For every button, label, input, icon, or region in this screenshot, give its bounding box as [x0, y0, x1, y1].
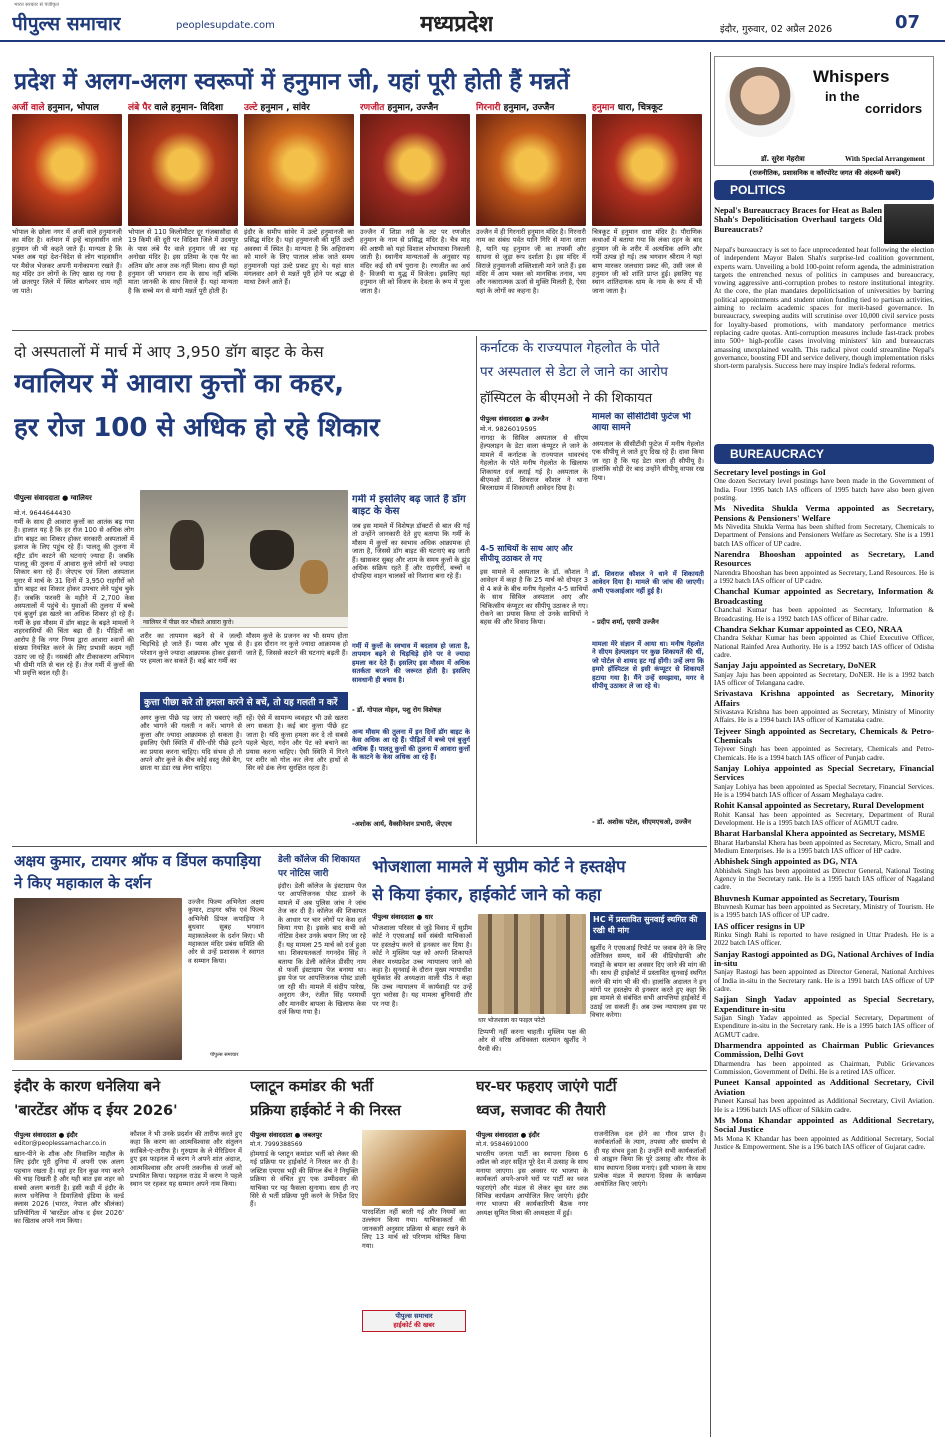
whispers-title-3: corridors — [865, 101, 923, 116]
karnataka-col-1: नागदा के सिविल अस्पताल से सीएम हेल्पलाइन के डेटा वाला कंप्यूटर ले जाने के मामले में कर्नाटक के राज्यपाल थावरचंद गेहलोत के पोते मनीष गेहलोत के खिलाफ शिकायत दर्ज कराई गई है। अस्पताल के बीएमओ डॉ. शिवराज कौशल ने थाना बिरलाग्राम में शिकायती आवेदन दिया है। — [480, 434, 588, 493]
special-arrangement: With Special Arrangement — [845, 155, 925, 163]
gavel-photo — [362, 1130, 466, 1206]
sp-quote: डॉ. शिवराज कौशल ने थाने में शिकायती आवेदन दिया है। मामले की जांच की जाएगी। अभी एफआईआर नहीं हुई है। — [592, 570, 704, 595]
dog-bite-col-1: गर्मी के साथ ही आवारा कुत्तों का आतंक बढ़ गया है। हालात यह है कि हर रोज 100 से अधिक लोग डॉग बाइट का शिकार होकर सरकारी अस्पतालों में इलाज के लिए पहुंच रहे हैं। पालतू की तुलना में स्ट्रीट डॉग काटने की घटनाएं ज्यादा हैं। जबकि पालतू की तुलना में आवारा कुत्ते लोगों को ज्यादा शिकार बना रहे हैं। जेएएच एवं जिला अस्पताल मुरार में मार्च के 31 दिनों में 3,950 राहगीरों को डॉग बाइट का शिकार होकर उपचार लेने पहुंच चुके हैं। जबकि फरवरी के महीने में 2,700 केस अस्पतालों में पहुंचे थे। युवाओं की तुलना में बच्चे एवं बुजुर्ग इस खतरे का अधिक शिकार हो रहे हैं। गर्मी के इस मौसम में डॉग बाइट के बढ़ते मामलों ने शहरवासियों की चिंता बढ़ा दी है। पीड़ितों का आरोप है कि नगर निगम द्वारा आवारा श्वानों की संख्या नियंत्रित करने के लिए प्रभावी कदम नहीं उठाए जा रहे हैं। नसबंदी और टीकाकरण अभियान भी धीमी गति से चल रहे हैं। तेज गर्मी में कुत्तों की भी प्रवृत्ति बदल रही है। — [14, 518, 134, 678]
temple-photo — [12, 114, 122, 226]
bhojshala-photo-caption: धार भोजशाला का फाइल फोटो — [478, 1017, 545, 1024]
cctv-box-head: मामले का सीसीटीवी फुटेज भी आया सामने — [592, 412, 691, 433]
bureaucracy-item-head: Rohit Kansal appointed as Secretary, Rural Development — [714, 800, 925, 811]
bureaucracy-item-text: One dozen Secretary level postings have been made in the Government of India. Four 1995 batch IAS officers of 1995 batch have also been given posting. — [714, 477, 934, 502]
karnataka-col-subhead: 4-5 साथियों के साथ आए और सीपीयू उठाकर ले गए — [480, 544, 573, 563]
paper-logo: पीपुल्स समाचार — [12, 13, 121, 35]
bureaucracy-item — [714, 587, 934, 622]
politics-headline: Nepal's Bureaucracy Braces for Heat as Balen Shah's Depoliticisation Overhaul targets Old Bureaucrats? — [714, 206, 882, 234]
daly-text: इंदौर। डेली कॉलेज के इंस्टाग्राम पेज पर आपत्तिजनक पोस्ट डालने के मामले में अब पुलिस जांच ने जांच तेज कर दी है। कॉलेज की शिकायत के आधार पर चार लोगों पर केस दर्ज किया गया है। इसके बाद सभी को नोटिस देकर उनके बयान लिए जा रहे हैं। यह मामला 25 मार्च को दर्ज हुआ था। शिकायतकर्ता गगनदेव सिंह ने बताया कि डेली कॉलेज डीसीए नाम से फर्जी इंस्टाग्राम पेज बनाया था। इस पेज पर आपत्तिजनक पोस्ट डाली जा रही थी। मामले में संदीप पारेख, अनुराग जैन, रंजीत सिंह परमार्थी और मानवीर बापला के खिलाफ केस दर्ज किया गया है। — [278, 882, 366, 1017]
temple-text: भोपाल के छोला नगर में अर्जी वाले हनुमानजी का मंदिर है। वर्तमान में इन्हें चाहवासीन वाले हनुमान जी भी कहते जाते हैं। मान्यता है कि भक्त अब यहां देश-विदेश से लोग चाहवासीन पर मैसेज भेजकर अपनी मनोकामना रखते हैं। यह मंदिर उन लोगों के लिए खास रह गया है जो छतरपुर जिले में स्थित बागेश्वर धाम नहीं जा पाते। — [12, 228, 122, 295]
bhojshala-text: भोजशाला परिसर से जुड़े विवाद में सुप्रीम कोर्ट ने एएसआई सर्वे संबंधी याचिकाओं पर हस्तक्षेप करने से इनकार कर दिया है। कोर्ट ने मुस्लिम पक्ष को अपनी शिकायतें लेकर मध्यप्रदेश उच्च न्यायालय जाने को कहा है। सुनवाई के दौरान मुख्य न्यायाधीश सूर्यकांत की अध्यक्षता वाली पीठ ने कहा कि उच्च न्यायालय में कार्यवाही पर उन्हें पूरा भरोसा है। यह मामला बुनियादी तौर पर नया है। — [372, 924, 472, 1008]
whispers-tagline: (राजनीतिक, प्रशासनिक व कॉरपोरेट जगत की अंदरूनी खबरें) — [749, 169, 901, 177]
bureaucracy-item-text: Ms Mona K Khandar has been appointed as Additional Secretary, Social Justice & Empowerment. She is a 196 batch IAS officer of Gujarat cadre. — [714, 1134, 934, 1151]
bureaucracy-item — [714, 468, 934, 502]
bureaucracy-item-text: Chanchal Kumar has been appointed as Secretary, Information & Broadcasting. He is a 1992 batch IAS officer of Bihar cadre. — [714, 606, 934, 623]
temple-label-highlight: रणजीत — [360, 103, 385, 113]
dog-bite-kicker: दो अस्पतालों में मार्च में आए 3,950 डॉग बाइट के केस — [14, 343, 324, 361]
bureaucracy-item-head: Ms Mona Khandar appointed as Additional Secretary, Social Justice — [714, 1114, 934, 1135]
highcourt-badge — [362, 1310, 466, 1332]
politics-text: Nepal's bureaucracy is set to face unprecedented heat following the election of independent Mayor Balen Shah's surprise-led coalition government, experts warn. Unveiling a bold 100-point reform agenda, the administration targets the entrenched nexus of politics in campuses and bureaucracy, vowing aggressive anti-corruption probes to restore institutional integrity. At the core, the plan mandates depoliticisation of universities by barring political appointments and student union funding tied to partisan activities, aiming to reclaim academic spaces for merit-based governance. In bureaucracy, sweeping audits will scrutinise over 10,000 civil service posts for loyalty-based promotions, with mandatory performance metrics replacing cadre quotas. Anti-corruption measures include fast-track probes into 500+ high-profile cases involving ministers' kin and bureaucrats amassing unexplained wealth. This radical pivot could streamline Nepal's governance, boosting FDI and service delivery, though implementation risks short-term paralysis. Success here may inspire India's federal reforms. — [714, 246, 934, 371]
hanuman-story-headline: प्रदेश में अलग-अलग स्वरूपों में हनुमान जी, यहां पूरी होती हैं मन्नतें — [14, 69, 570, 95]
dog-bite-mobile: मो.नं. 9644644430 — [14, 509, 71, 517]
temple-label — [592, 100, 704, 113]
dog-bite-side-head: गर्मी में इसलिए बढ़ जाते हैं डॉग बाइट के केस — [352, 494, 466, 517]
bureaucracy-item-head: Sajjan Singh Yadav appointed as Special Secretary, Expenditure in-situ — [714, 994, 934, 1014]
bureaucracy-item-head: Bhuvnesh Kumar appointed as Secretary, Tourism — [714, 892, 900, 903]
bureaucracy-item — [714, 764, 934, 799]
bureaucracy-item — [714, 1116, 934, 1151]
bureaucracy-item — [714, 550, 934, 585]
temple-photo — [476, 114, 586, 226]
bureaucracy-item-text: Dharmendra has been appointed as Chairman, Public Grievances Commission, Government of Delhi. He is a retired IAS officer. — [714, 1059, 934, 1077]
bureaucracy-item — [714, 661, 934, 687]
dateline: इंदौर, गुरुवार, 02 अप्रैल 2026 — [720, 24, 833, 35]
daly-headline-1: डेली कॉलेज की शिकायत — [278, 855, 360, 865]
temple-label-rest: हनुमान, उज्जैन — [503, 103, 555, 113]
bhojshala-photo — [478, 914, 586, 1014]
bureaucracy-item-text: Srivastava Krishna has been appointed as Secretary, Ministry of Minority Affairs. He is a 1994 batch IAS officer of Karnataka cadre. — [714, 707, 934, 725]
whispers-header — [714, 56, 934, 166]
daly-headline-2: पर नोटिस जारी — [278, 869, 329, 879]
bureaucracy-item-text: Puneet Kansal has been appointed as Additional Secretary, Civil Aviation. He is a 1996 batch IAS officer of Sikkim cadre. — [714, 1097, 934, 1114]
platoon-mobile: मो.नं. 7999388569 — [250, 1141, 303, 1148]
bureaucracy-item-head: IAS officer resigns in UP — [714, 920, 805, 931]
temple-photo — [244, 114, 354, 226]
bureaucracy-item — [714, 1078, 934, 1113]
bureaucracy-item — [714, 894, 934, 920]
temple-text: उज्जैन में ही गिरनारी हनुमान मंदिर है। गिरनारी नाम का संबंध पर्वत यानि गिरि से माना जाता है, यानि यह हनुमान जी का तपस्वी और साधना से जुड़ा रूप दर्शाता है। इस मंदिर में विराजे हनुमानजी शक्तिशाली माने जाते हैं। इस मंदिर में आम भक्त को मानसिक तनाव, भय और नकारात्मक ऊर्जा से मुक्ति मिलती है, ऐसा यहां के लोगों का कहना है। — [476, 228, 586, 295]
dog-bite-side-text: जब इस मामले में विशेषज्ञ डॉक्टरों से बात की गई तो उन्होंने जानकारी देते हुए बताया कि गर्मी के मौसम में कुत्तों का स्वभाव अधिक आक्रामक हो जाता है, जिससे डॉग बाइट की घटनाएं बढ़ जाती हैं। खासकर सुबह और शाम के समय कुत्तों के झुंड अधिक सक्रिय रहते हैं और राहगीरों, बच्चों व दोपहिया वाहन चालकों को निशाना बना रहे हैं। — [352, 522, 470, 581]
website[interactable]: peoplesupdate.com — [176, 20, 275, 31]
temple-label-highlight: हनुमान — [592, 103, 615, 113]
mahakal-text: उज्जैन फिल्म अभिनेता अक्षय कुमार, टाइगर श्रॉफ एवं फिल्म अभिनेत्री डिंपल कपाड़िया ने बुधवार सुबह भगवान महाकालेश्वर के दर्शन किए। भी महाकाल मंदिर प्रबंध समिति की ओर से उन्हें प्रशासक ने स्वागत व सम्मान किया। — [188, 898, 264, 965]
karnataka-headline-1: कर्नाटक के राज्यपाल गेहलोत के पोते — [480, 340, 660, 356]
temple-text: इंदौर के समीप सांवेर में उल्टे हनुमानजी का प्रसिद्ध मंदिर है। यहां हनुमानजी की मूर्ति उल्टी अवस्था में स्थित है। मान्यता है कि अहिरावण को मारने के लिए पाताल लोक जाते समय हनुमानजी यहां उल्टे प्रकट हुए थे। यहां सात मंगलवार आने से मन्नतें पूरी होने पर श्रद्धा से माथा टेकने आते हैं। — [244, 228, 354, 287]
bureaucracy-item — [714, 801, 934, 827]
bartender-col-2: कौशल ने भी उनके प्रदर्शन की तारीफ करते हुए कहा कि करण का आत्मविश्वास और संतुलन काबिले-ए-तारीफ है। गुरुग्राम के ले मेरिडियन में हुए इस फाइनल में करण ने अपने शांत अंदाज, आत्मविश्वास और अपनी तकनीक से जजों को प्रभावित किया। फाइनल राउंड में करण ने पहले स्थान पर रहकर यह सम्मान अपने नाम किया। — [130, 1130, 242, 1189]
bureaucracy-item — [714, 504, 934, 548]
platoon-caption: पारदर्शिता नहीं बरती गई और नियमों का उल्लंघन किया गया। याचिकाकर्ता की जानकारी अनुसार प्रक्रिया से बाहर रखने के लिए 13 मार्च को परिणाम घोषित किया गया। — [362, 1208, 466, 1250]
stray-dogs-photo — [140, 490, 348, 628]
bureaucracy-item-head: Chandra Sekhar Kumar appointed as CEO, NRAA — [714, 623, 903, 634]
dog-bite-col-2: शरीर का तापमान बढ़ने से वे जल्दी चिड़चिड़े हो जाते हैं। प्यास और भूख से परेशान कुत्ते ज्यादा आक्रामक होकर इंसानों पर हमला कर सकते हैं। कई बार गर्मी का — [140, 632, 242, 666]
karnataka-mobile: मो.नं. 9826019595 — [480, 425, 537, 433]
bureaucracy-item-text: Sanjay Lohiya has been appointed as Special Secretary, Financial Services. He is a 1994 batch IAS officer of Assam Meghalaya cadre. — [714, 782, 934, 800]
badge-line-2: हाईकोर्ट की खबर — [393, 1321, 435, 1329]
whispers-title-2: in the — [825, 89, 860, 104]
mahakal-photo — [14, 898, 182, 1060]
bureaucracy-item — [714, 995, 934, 1039]
bureaucracy-item-text: Bhuvnesh Kumar has been appointed as Secretary, Ministry of Tourism. He is a 1995 batch IAS officer of UP cadre. — [714, 903, 934, 920]
bureaucracy-item-text: Ms Nivedita Shukla Verma has been shifted from Secretary, Chemicals to Department of Pensions and Pensioners Welfare as Secretary. She is a 1991 batch IAS officer of UP cadre. — [714, 523, 934, 548]
politics-label: POLITICS — [714, 180, 934, 200]
bureaucracy-item — [714, 689, 934, 724]
bjp-mobile: मो.नं. 9584691000 — [476, 1141, 529, 1148]
temple-label-rest: हनुमान, उज्जैन — [387, 103, 439, 113]
karnataka-headline-2: पर अस्पताल से डेटा ले जाने का आरोप — [480, 364, 668, 380]
logo-top: भारत सरकार से पंजीकृत — [14, 2, 59, 8]
temple-label-rest: धारा, चित्रकूट — [617, 103, 663, 113]
bureaucracy-item — [714, 727, 934, 762]
bartender-col-1: खान-पीने के शौक और निवालिन माहौल के लिए इंदौर पूरी दुनिया में अपनी एक अलग पहचान रखता है। यहां हर दिन कुछ नया करने की चाह दिखती है और यही बात इस शहर को सबसे अलग बनाती है। इसी कड़ी में इंदौर के करण धनेलिया ने डियाजियो इंडिया के वर्ल्ड क्लास 2026 (भारत, नेपाल और श्रीलंका) प्रतियोगिता में 'बारटेंडर ऑफ द ईयर 2026' का खिताब अपने नाम किया। — [14, 1150, 124, 1226]
bureaucracy-item-head: Bharat Harbanslal Khera appointed as Secretary, MSME — [714, 828, 926, 839]
bureaucracy-item-text: Sajjan Singh Yadav appointed as Special Secretary, Department of Expenditure in-situ in the Secretary rank. He is a 1995 batch IAS officer of AGMUT cadre. — [714, 1014, 934, 1039]
platoon-text: होमगार्ड के प्लाटून कमांडर भर्ती को लेकर की गई प्रक्रिया पर हाईकोर्ट ने निरस्त कर दी है। जस्टिस एमएस भट्टी की सिंगल बेंच ने नियुक्ति प्रक्रिया से वंचित हुए एक उम्मीदवार की याचिका पर यह फैसला सुनाया। साथ ही नए सिरे से भर्ती प्रक्रिया पूरी करने के निर्देश दिए हैं। — [250, 1150, 358, 1209]
page-number: 07 — [895, 12, 921, 33]
bjp-byline: पीपुल्स संवाददाता ● इंदौर — [476, 1131, 540, 1139]
bureaucracy-item — [714, 1041, 934, 1076]
cctv-box-text: अस्पताल के सीसीटीवी फुटेज में मनीष गेहलोत एक सीपीयू ले जाते हुए दिख रहे हैं। दावा किया जा रहा है कि यह डेटा वाला ही सीपीयू है। हालांकि थोड़ी देर बाद उन्होंने सीपीयू वापस रख दिया। — [592, 440, 704, 482]
bureaucracy-item-head: Secretary level postings in GoI — [714, 467, 827, 477]
bhojshala-text-2: टिप्पणी नहीं करना चाहती। मुस्लिम पक्ष की ओर से वरिष्ठ अधिवक्ता सलमान खुर्शीद ने पैरवी की। — [478, 1028, 586, 1053]
bureaucracy-item-head: Sanjay Lohiya appointed as Special Secretary, Financial Services — [714, 762, 934, 783]
temple-label — [476, 100, 590, 113]
karnataka-byline: पीपुल्स संवाददाता ● उज्जैन — [480, 415, 549, 423]
temple-label — [12, 100, 126, 113]
vet-quote: गर्मी में कुत्तों के स्वभाव में बदलाव हो जाता है, तापमान बढ़ने से चिड़चिड़े होने पर वे ज्यादा हमला कर देते हैं। इसलिए इस मौसम में अधिक सतर्कता बरतने की जरूरत होती है। इसलिए सावधानी ही बचाव है। — [352, 642, 470, 684]
cmho-quote: मामला मेरे संज्ञान में आया था। मनीष गेहलोत ने सीएम हेल्पलाइन पर कुछ शिकायतें की थीं, जो पोर्टल से शायद हट गई होंगी। उन्हें लगा कि हमारे हॉस्पिटल से इसी कंप्यूटर से शिकायतें हटाया गया है। मैंने उन्हें समझाया, मगर वे सीपीयू उठाकर ले जा रहे थे। — [592, 640, 704, 691]
bureaucracy-item — [714, 829, 934, 855]
section-title: मध्यप्रदेश — [420, 12, 494, 37]
bureaucracy-item — [714, 625, 934, 659]
bureaucracy-item — [714, 950, 934, 994]
karnataka-col-2: इस मामले में अस्पताल के डॉ. कौशल ने आवेदन में कहा है कि 25 मार्च को दोपहर 3 से 4 बजे के बीच मनीष गेहलोत 4-5 साथियों के साथ सिविल अस्पताल आए और चिकित्सीय कंप्यूटर का सीपीयू उठाकर ले गए। रोकने का प्रयास किया तो उनके साथियों ने बहस की और विवाद किया। — [480, 568, 588, 627]
temple-label-rest: हनुमान , सांवेर — [260, 103, 310, 113]
mahakal-headline: अक्षय कुमार, टायगर श्रॉफ व डिंपल कपाड़िया ने किए महाकाल के दर्शन — [14, 852, 261, 892]
bureaucracy-label: BUREAUCRACY — [714, 444, 934, 464]
bureaucracy-item — [714, 857, 934, 891]
bureaucracy-item-text: Rohit Kansal has been appointed as Secretary, Department of Rural Development. He is a 1995 batch IAS officer of AGMUT cadre. — [714, 810, 934, 828]
bartender-headline-1: इंदौर के कारण धनेलिया बने — [14, 1079, 161, 1095]
bureaucracy-item-text: Narendra Bhooshan has been appointed as Secretary, Land Resources. He is a 1992 batch IAS officer of UP cadre. — [714, 568, 934, 586]
platoon-headline-2: प्रक्रिया हाईकोर्ट ने की निरस्त — [250, 1103, 401, 1119]
temple-text: उज्जैन में शिप्रा नदी के तट पर रणजीत हनुमान के नाम से प्रसिद्ध मंदिर है। चैत्र माह की अष्टमी को यहां विशाल शोभायात्रा निकाली जाती है। स्थानीय मान्यताओं के अनुसार यह मंदिर कई सौ वर्ष पुराना है। रणजीत का अर्थ है- विजयी या युद्ध में विजेता। इसलिए यहां हनुमान जी को विजय के देवता के रूप में पूजा जाता है। — [360, 228, 470, 295]
bureaucracy-item-text: Bharat Harbanslal Khera has been appointed as Secretary, Micro, Small and Medium Enterprises. He is a 1995 batch IAS officer of HP cadre. — [714, 838, 934, 856]
vaccination-quote-by: -अशोक आर्य, वैक्सीनेशन प्रभारी, जेएएच — [352, 820, 452, 828]
bhojshala-headline-1: भोजशाला मामले में सुप्रीम कोर्ट ने हस्तक्षेप — [372, 857, 626, 876]
karnataka-subhead: हॉस्पिटल के बीएमओ ने की शिकायत — [480, 391, 653, 406]
bureaucracy-item-head: Sanjay Jaju appointed as Secretary, DoNER — [714, 660, 877, 671]
bureaucracy-item-head: Sanjay Rastogi appointed as DG, National Archives of India in-situ — [714, 948, 934, 969]
temple-photo — [128, 114, 238, 226]
hc-box-text: खुर्शीद ने एएसआई रिपोर्ट पर जवाब देने के लिए अतिरिक्त समय, सर्वे की वीडियोग्राफी और गवाहों के बयान का अवसर दिए जाने की मांग की थी। साथ ही हाईकोर्ट में प्रस्तावित सुनवाई स्थगित करने की मांग भी की थी। हालांकि अदालत ने इन मांगों पर हस्तक्षेप से इनकार करते हुए कहा कि इस मामले से संबंधित सभी आपत्तियां हाईकोर्ट में उठाई जा सकती हैं। अब उच्च न्यायालय इस पर विचार करेगा। — [590, 944, 706, 1020]
temple-label-rest: वाले हनुमान- विदिशा — [154, 103, 224, 113]
temple-photo — [360, 114, 470, 226]
bartender-byline: पीपुल्स संवाददाता ● इंदौर — [14, 1131, 78, 1139]
temple-label-highlight: उल्टे — [244, 103, 258, 113]
dog-safety-tip-1: अगर कुत्ता पीछे पड़ जाए तो घबराएं नहीं और भागने की गलती न करें। भागने से कुत्ता और ज्यादा आक्रामक हो सकता है। इसलिए ऐसी स्थिति में धीरे-धीरे पीछे हटने का प्रयास करना चाहिए। यदि संभव हो तो अपने और कुत्ते के बीच कोई वस्तु जैसे बैग, छाता या डंडा रख लेना चाहिए। — [140, 714, 242, 773]
temple-label-rest: हनुमान, भोपाल — [47, 103, 99, 113]
dog-bite-col-3: मौसम कुत्ते के प्रजनन का भी समय होता है। इस दौरान नर कुत्ते ज्यादा आक्रामक हो जाते हैं, जिससे काटने की घटनाएं बढ़ती हैं। — [246, 632, 348, 657]
bureaucracy-item-head: Puneet Kansal appointed as Additional Secretary, Civil Aviation — [714, 1077, 934, 1097]
bureaucracy-item-text: Tejveer Singh has been appointed as Secretary, Chemicals and Petro-Chemicals. He is a 1994 batch IAS officer of Punjab cadre. — [714, 745, 934, 762]
hc-box-head: HC में प्रस्तावित सुनवाई स्थगित की रखी थी मांग — [590, 912, 706, 940]
stray-dogs-photo-caption: ग्वालियर में पीछा कर भौंकते आवारा कुत्ते। — [140, 617, 348, 627]
temple-text: चित्रकूट में हनुमान धारा मंदिर है। पौराणिक कथाओं में बताया गया कि लंका दहन के बाद हनुमान जी के शरीर में अत्यधिक अग्नि और गर्मी उत्पन्न हो गई। तब भगवान श्रीराम ने यहां बाण मारकर जलधारा प्रकट की, उसी जल से हनुमान जी को शांति प्राप्त हुई। इसलिए यह स्थान शांतिदायक धाम के नाम के रूप में भी जाना जाता है। — [592, 228, 702, 295]
bureaucracy-item-head: Chanchal Kumar appointed as Secretary, Information & Broadcasting — [714, 586, 934, 606]
platoon-headline-1: प्लाटून कमांडर की भर्ती — [250, 1079, 374, 1095]
badge-line-1: पीपुल्स समाचार — [395, 1312, 433, 1320]
columnist-photo — [725, 67, 795, 137]
platoon-byline: पीपुल्स संवाददाता ● जबलपुर — [250, 1131, 322, 1139]
bureaucracy-item-text: Abhishek Singh has been appointed as Director General, National Testing Agency in the Secretary rank. He is a 1995 batch IAS officer of Nagaland cadre. — [714, 866, 934, 892]
hanuman-story — [12, 100, 704, 328]
bureaucracy-item-head: Abhishek Singh appointed as DG, NTA — [714, 856, 858, 867]
temple-label-highlight: गिरनारी — [476, 103, 501, 113]
sp-quote-by: - प्रदीप शर्मा, एसपी उज्जैन — [592, 618, 659, 626]
temple-label-highlight: लंबे पैर — [128, 103, 152, 113]
dog-bite-byline: पीपुल्स संवाददाता ● ग्वालियर — [14, 494, 92, 502]
bureaucracy-item-text: Chandra Sekhar Kumar has been appointed as Chief Executive Officer, National Rainfed Area Authority. He is a 1992 batch IAS officer of Odisha cadre. — [714, 634, 934, 659]
bartender-email[interactable]: editor@peoplessamachar.co.in — [14, 1140, 107, 1147]
bhojshala-headline-2: से किया इंकार, हाईकोर्ट जाने को कहा — [372, 885, 602, 904]
bartender-headline-2: 'बारटेंडर ऑफ द ईयर 2026' — [14, 1103, 178, 1119]
temple-label — [128, 100, 242, 113]
cmho-quote-by: - डॉ. अशोक पटेल, सीएमएचओ, उज्जैन — [592, 818, 692, 826]
balen-photo — [884, 204, 934, 244]
whispers-title-1: Whispers — [813, 67, 890, 86]
dog-safety-banner: कुत्ता पीछा करे तो हमला करने से बचें, तो यह गलती न करें — [140, 692, 348, 710]
dog-bite-headline-2: हर रोज 100 से अधिक हो रहे शिकार — [14, 413, 380, 443]
temple-photo — [592, 114, 702, 226]
bureaucracy-item-head: Srivastava Krishna appointed as Secretary, Minority Affairs — [714, 688, 934, 708]
bjp-col-1: भारतीय जनता पार्टी का स्थापना दिवस 6 अप्रैल को शहर सहित पूरे देश में उत्साह के साथ मनाया जाएगा। इस अवसर पर भाजपा के कार्यकर्ता अपने-अपने घरों पर पार्टी का ध्वज फहराएंगे और मंडल से लेकर बूथ स्तर तक विभिन्न कार्यक्रम आयोजित किए जाएंगे। इंदौर नगर भाजपा की कार्यकारिणी बैठक नगर अध्यक्ष सुमित मिश्रा की अध्यक्षता में हुई। — [476, 1150, 588, 1217]
bureaucracy-item-text: Sanjay Jaju has been appointed as Secretary, DoNER. He is a 1992 batch IAS officer of Telangana cadre. — [714, 670, 934, 687]
bjp-headline-1: घर-घर फहराए जाएंगे पार्टी — [476, 1079, 617, 1095]
dog-bite-headline-1: ग्वालियर में आवारा कुत्तों का कहर, — [14, 369, 345, 399]
bjp-headline-2: ध्वज, सजावट की तैयारी — [476, 1103, 606, 1119]
temple-label-highlight: अर्जी वाले — [12, 103, 45, 113]
bureaucracy-item-text: Sanjay Rastogi has been appointed as Director General, National Archives of India in-situ in the Secretary rank. He is a 1991 batch IAS officer of UP cadre. — [714, 968, 934, 994]
vaccination-quote: अन्य मौसम की तुलना में इन दिनों डॉग बाइट के केस अधिक आ रहे हैं। पीड़ितों में बच्चे एवं बुजुर्ग अधिक हैं। पालतू कुत्तों की तुलना में आवारा कुत्तों के काटने के केस अधिक आ रहे हैं। — [352, 728, 470, 762]
bureaucracy-item-head: Ms Nivedita Shukla Verma appointed as Secretary, Pensions & Pensioners' Welfare — [714, 503, 934, 523]
bjp-col-2: राजनीतिक दल होने का गौरव प्राप्त है। कार्यकर्ताओं के त्याग, तपस्या और समर्पण से ही यह संभव हुआ है। उन्होंने सभी कार्यकर्ताओं से आह्वान किया कि पूरे उत्साह और गौरव के साथ स्थापना दिवस मनाएं। इसी भावना के साथ प्रत्येक मंडल में स्थापना दिवस के कार्यक्रम आयोजित किए जाएंगे। — [594, 1130, 706, 1189]
bureaucracy-item-text: Rinku Singh Rahi is reported to have resigned in Uttar Pradesh. He is a 2022 batch IAS officer. — [714, 931, 934, 948]
bureaucracy-item-head: Tejveer Singh appointed as Secretary, Chemicals & Petro-Chemicals — [714, 725, 934, 745]
bureaucracy-item-head: Narendra Bhooshan appointed as Secretary, Land Resources — [714, 549, 934, 569]
masthead — [0, 0, 945, 42]
bhojshala-byline: पीपुल्स संवाददाता ● धार — [372, 913, 433, 921]
dog-safety-tip-2: रहें। ऐसे में सामान्य व्यवहार भी उसे खतरा लग सकता है। कई बार कुत्ता पीछे हट जाता है। यदि कुत्ता हमला कर दे तो सबसे पहले चेहरा, गर्दन और पेट को बचाने का प्रयास करना चाहिए। ऐसी स्थिति में गिरने पर शरीर को गोल कर लेना और हाथों से सिर को ढंक लेना सुरक्षित रहता है। — [246, 714, 348, 773]
temple-label — [360, 100, 474, 113]
vet-quote-by: - डॉ. गोपाल मोहन, पशु रोग विशेषज्ञ — [352, 706, 442, 714]
mahakal-photo-credit: पीपुल्स समाचार — [210, 1052, 239, 1058]
bureaucracy-list — [714, 466, 934, 1438]
columnist-name: डॉ. सुरेश मेहरोत्रा — [761, 155, 805, 163]
temple-text: भोपाल से 110 किलोमीटर दूर गंजबासौदा से 19 किमी की दूरी पर विदिशा जिले में उदयपुर के पास लंबे पैर वाले हनुमान जी का यह अनोखा मंदिर है। इस प्रतिमा के एक पैर का अंतिम छोर आज तक नहीं मिला। साथ ही यहां हनुमान जी भगवान राम के साथ नहीं बल्कि माता जानकी के साथ विराजे हैं। यहां मान्यता है कि सच्चे मन से मांगी मन्नतें पूरी होती हैं। — [128, 228, 238, 295]
bureaucracy-item — [714, 922, 934, 948]
bureaucracy-item-head: Dharmendra appointed as Chairman Public Grievances Commission, Delhi Govt — [714, 1040, 934, 1060]
temple-label — [244, 100, 358, 113]
